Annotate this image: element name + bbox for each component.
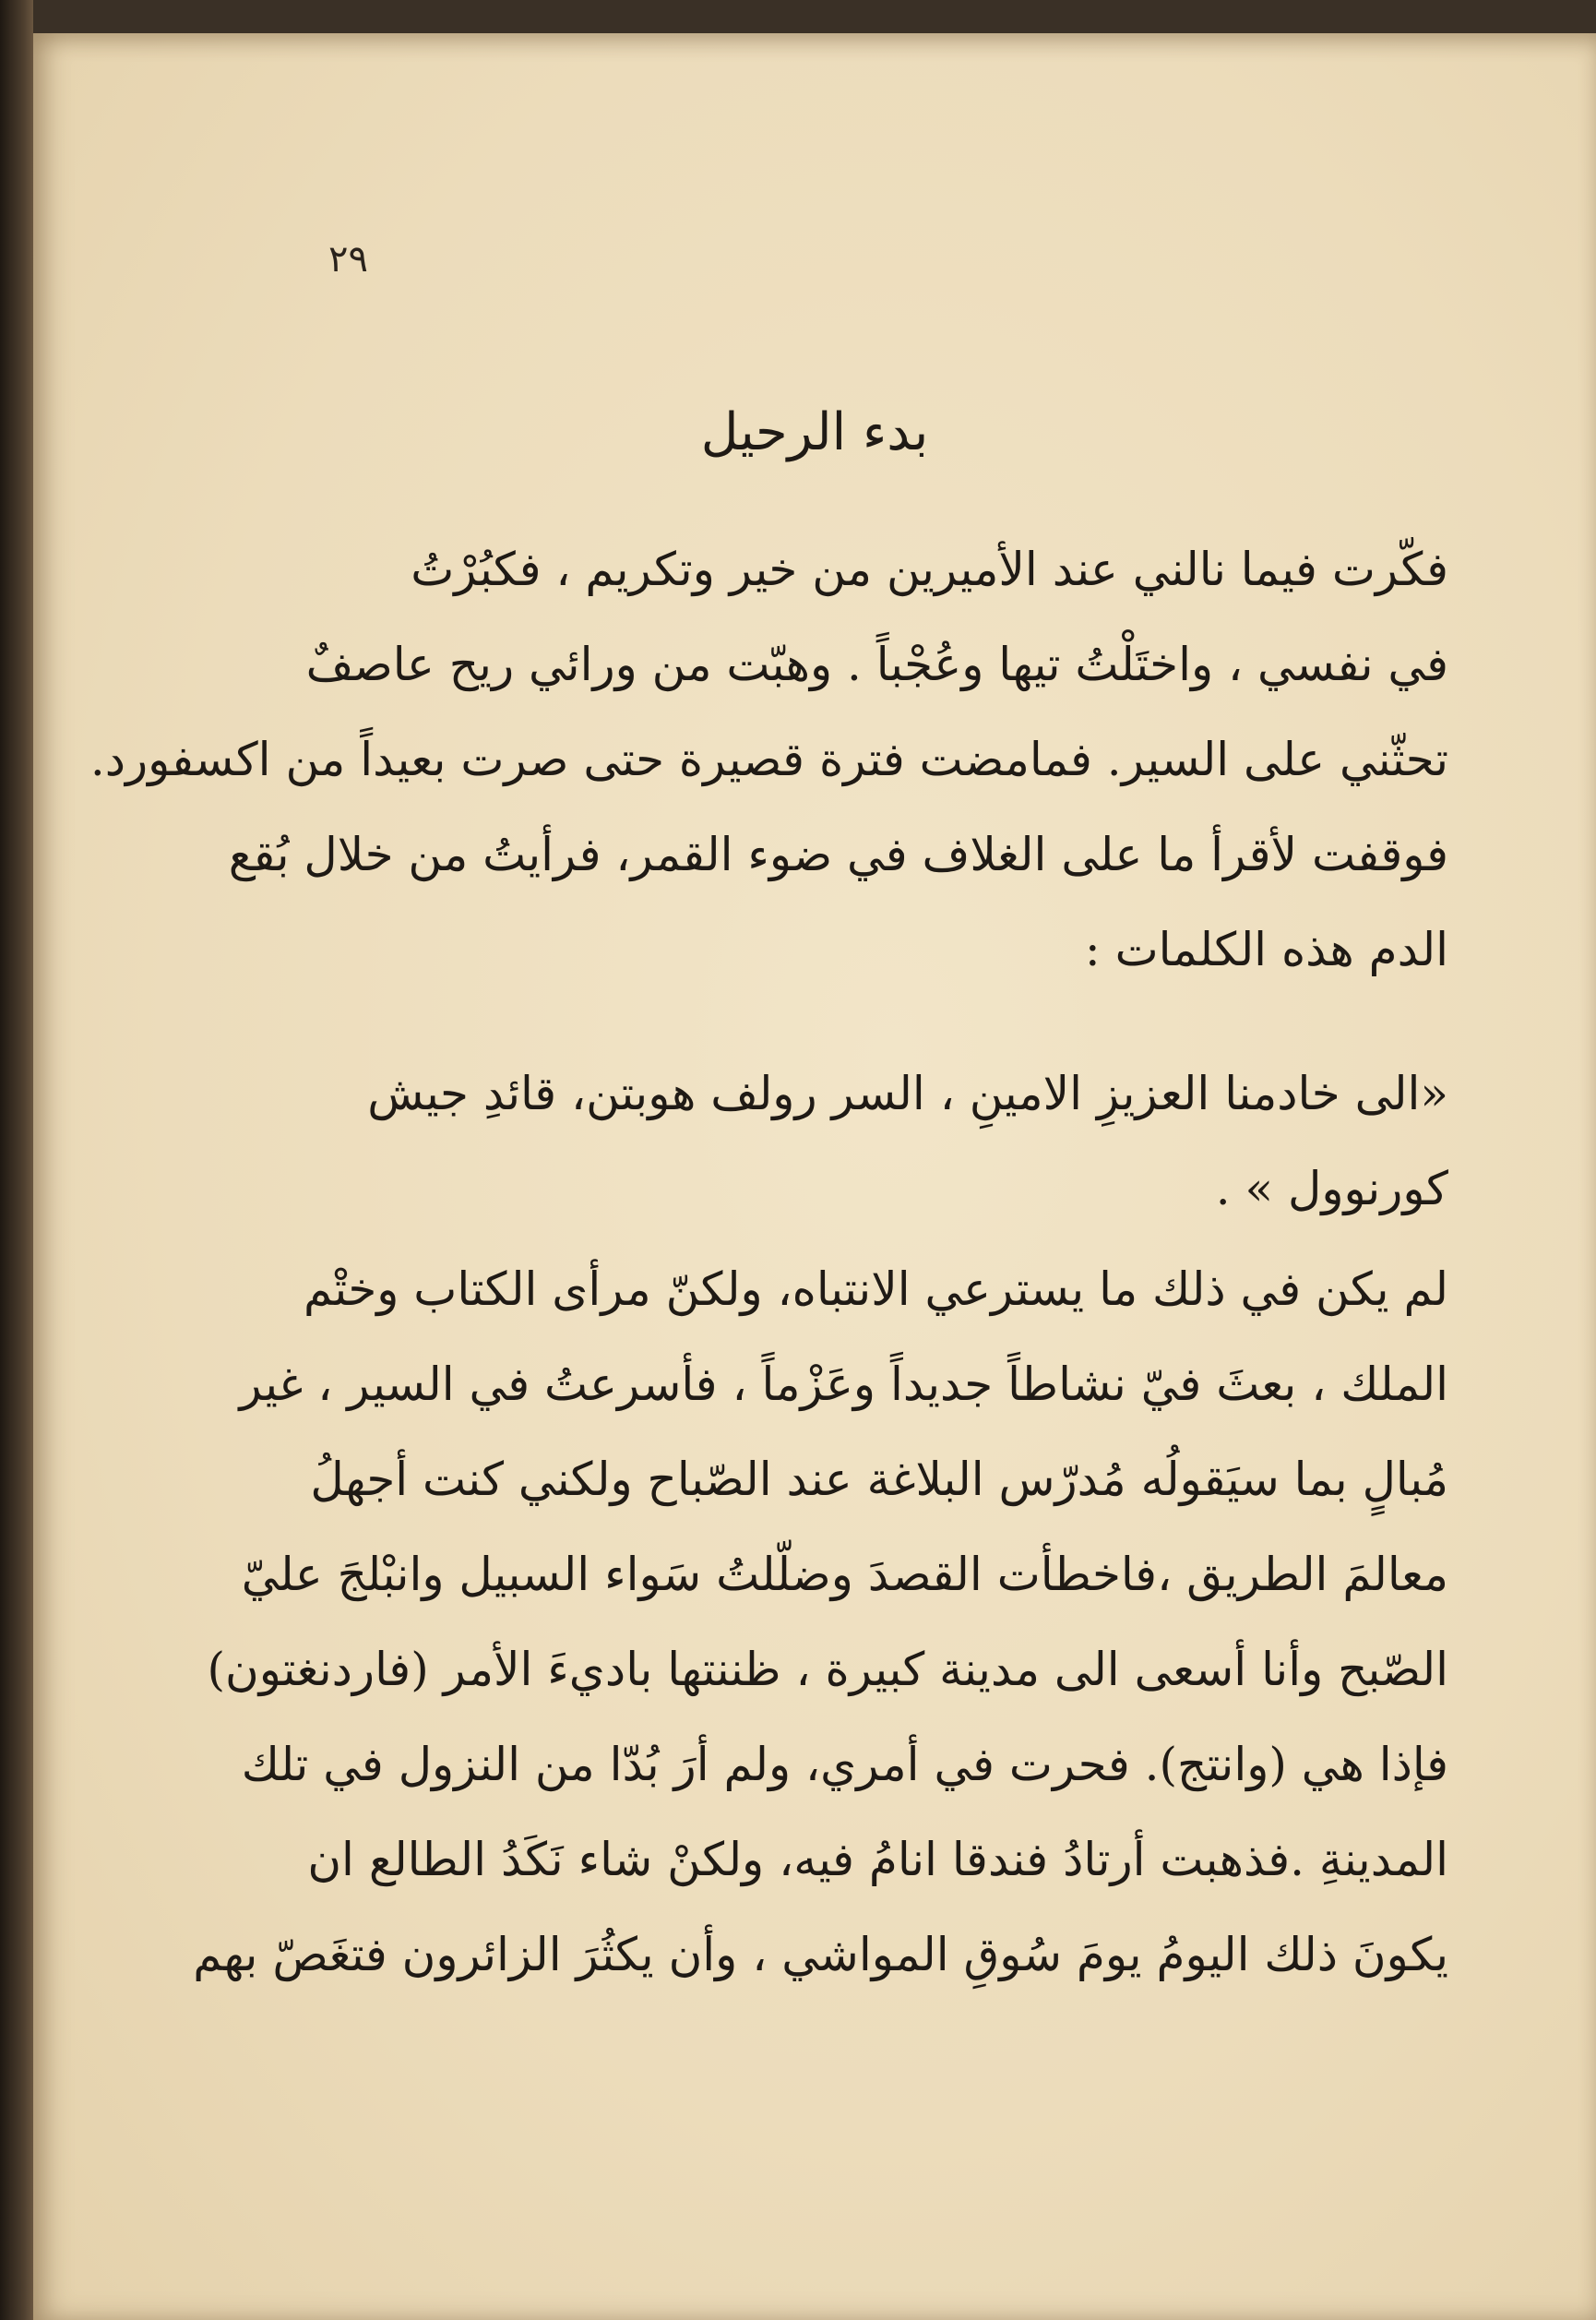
text-line: يكونَ ذلك اليومُ يومَ سُوقِ المواشي ، وأن يكثُرَ الزائرون فتغَصّ بهم (193, 1928, 1448, 1981)
text-line: مُبالٍ بما سيَقولُه مُدرّس البلاغة عند الصّباح ولكني كنت أجهلُ (310, 1453, 1448, 1506)
paragraph-3 (193, 1242, 1448, 2003)
text-line: فوقفت لأقرأ ما على الغلاف في ضوء القمر، فرأيتُ من خلال بُقع (228, 828, 1448, 881)
text-line: الصّبح وأنا أسعى الى مدينة كبيرة ، ظننتها باديءَ الأمر (فاردنغتون) (207, 1643, 1448, 1696)
text-line: فإذا هي (وانتج). فحرت في أمري، ولم أرَ بُدّا من النزول في تلك (241, 1738, 1448, 1791)
text-line: كورنوول » . (1215, 1162, 1448, 1215)
text-line: الملك ، بعثَ فيّ نشاطاً جديداً وعَزْماً ، فأسرعتُ في السير ، غير (239, 1357, 1448, 1411)
text-line: في نفسي ، واختَلْتُ تيها وعُجْباً . وهبّت من ورائي ريح عاصفٌ (305, 638, 1448, 691)
text-line: «الى خادمنا العزيزِ الامينِ ، السر رولف هوبتن، قائدِ جيش (367, 1067, 1448, 1120)
text-line: الدم هذه الكلمات : (1084, 923, 1448, 976)
text-line: معالمَ الطريق ،فاخطأت القصدَ وضلّلتُ سَواء السبيل وانبْلجَ عليّ (241, 1548, 1448, 1601)
chapter-heading: بدء الرحيل (700, 402, 929, 462)
paragraph-2 (304, 1046, 1448, 1237)
page-number: ٢٩ (328, 238, 368, 281)
text-line: المدينةِ .فذهبت أرتادُ فندقا انامُ فيه، ولكنْ شاء نَكَدُ الطالع ان (307, 1833, 1448, 1886)
book-gutter (0, 0, 33, 2320)
text-line: فكّرت فيما نالني عند الأميرين من خير وتكريم ، فكبُرْتُ (411, 543, 1448, 596)
text-line: لم يكن في ذلك ما يسترعي الانتباه، ولكنّ مرأى الكتاب وختْم (303, 1262, 1448, 1316)
book-page (33, 33, 1596, 2320)
text-line: تحثّني على السير. فمامضت فترة قصيرة حتى صرت بعيداً من اكسفورد. (89, 733, 1448, 786)
paragraph-1 (89, 522, 1448, 998)
